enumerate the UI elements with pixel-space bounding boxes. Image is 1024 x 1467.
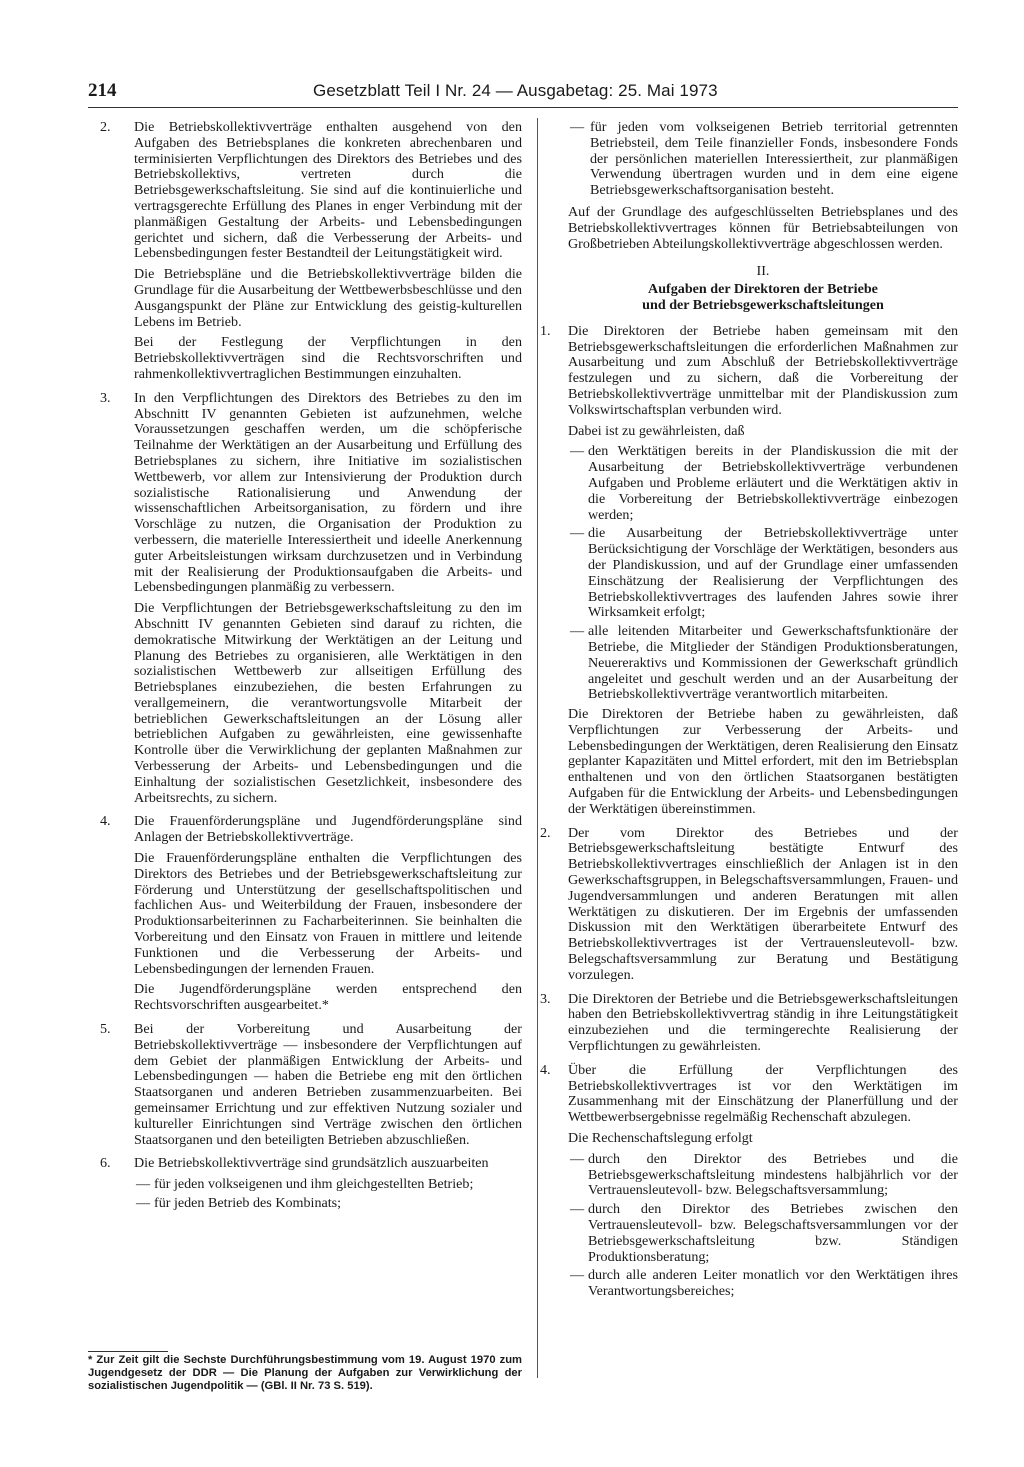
list-item [134, 1196, 522, 1212]
item-number: 5. [100, 1021, 111, 1038]
paragraph: Die Frauenförderungspläne enthalten die Verpflichtungen des Direktors des Betriebes und der Betriebsgewerkschaftsleitung zur Förderung und Unterstützung der gesellschaftspolitischen und fachlichen Aus- und Weiterbildung der Frauen, insbesondere der Produktionsarbeiterinnen zu Facharbeiterinnen. Sie beinhalten die Vorbereitung und den Einsatz von Frauen in mittlere und leitende Funktionen und die Verbesserung der Arbeits- und Lebensbedingungen der lernenden Frauen. [134, 850, 522, 977]
dash-list [134, 1177, 522, 1212]
item-number: 4. [100, 813, 111, 830]
list-item [134, 1177, 522, 1193]
paragraph: Die Betriebspläne und die Betriebskollektivverträge bilden die Grundlage für die Ausarbeitung der Wettbewerbsbeschlüsse und den Ausgangspunkt der Pläne zur Entwicklung des geistig-kulturellen Lebens im Betrieb. [134, 266, 522, 330]
list-item [568, 444, 958, 523]
paragraph: Die Direktoren der Betriebe haben zu gewährleisten, daß Verpflichtungen zur Verbesserung der Arbeits- und Lebensbedingungen der Werktätigen, deren Realisierung den Einsatz geplanter Kapazitäten und Mittel erfordert, mit den im Betriebsplan enthaltenen und von den örtlichen Staatsorganen bestätigten Aufgaben für die Entwicklung der Arbeits- und Lebensbedingungen der Werktätigen übereinstimmen. [568, 706, 958, 817]
paragraph-item [540, 324, 958, 818]
dash-bullet: — [570, 623, 585, 640]
list-item-text: den Werktätigen bereits in der Plandiskussion die mit der Ausarbeitung der Betriebskollektivverträge verbundenen Aufgaben und Probleme erläutert und die Werktätigen aktiv in die Vorbereitung der Betriebskollektivverträge einbezogen werden; [588, 443, 958, 523]
page-number: 214 [88, 80, 117, 101]
dash-bullet: — [136, 1176, 151, 1193]
paragraph-item [540, 826, 958, 984]
list-item [568, 526, 958, 621]
paragraph: Die Direktoren der Betriebe haben gemeinsam mit den Betriebsgewerkschaftsleitungen die erforderlichen Maßnahmen zur Ausarbeitung und zum Abschluß der Betriebskollektivverträge festzulegen und zu sichern, daß die Vorbereitung der Betriebskollektivverträge unmittelbar mit der Plandiskussion zum Volkswirtschaftsplan verbunden wird. [568, 322, 958, 418]
running-title: Gesetzblatt Teil I Nr. 24 — Ausgabetag: 25. Mai 1973 [313, 81, 718, 100]
left-column [88, 120, 522, 1220]
paragraph-item [88, 391, 522, 807]
list-item [568, 1268, 958, 1300]
item-number: 2. [540, 824, 551, 841]
list-item [568, 624, 958, 703]
dash-bullet: — [570, 1267, 585, 1284]
item-number: 6. [100, 1155, 111, 1172]
right-column [540, 120, 958, 1308]
list-item [568, 1152, 958, 1199]
list-item [540, 120, 958, 199]
list-item-text: durch den Direktor des Betriebes und die Betriebsgewerkschaftsleitung mindestens halbjährlich vor der Vertrauensleutevoll- bzw. Belegschaftsversammlung; [588, 1150, 958, 1199]
dash-list [540, 120, 958, 199]
section-title-line: Aufgaben der Direktoren der Betriebe [648, 281, 878, 298]
item-number: 3. [100, 389, 111, 406]
paragraph: Die Betriebskollektivverträge enthalten ausgehend von den Aufgaben des Betriebsplanes die konkreten abrechenbaren und terminisierten Verpflichtungen des Direktors des Betriebes und des Betriebskollektivs, vertreten durch die Betriebsgewerkschaftsleitung. Sie sind auf die kontinuierliche und vertragsgerechte Erfüllung des Planes in enger Verbindung mit der planmäßigen Gestaltung der Arbeits- und Lebensbedingungen gerichtet und sichern, daß die Verbesserung der Arbeits- und Lebensbedingungen fester Bestandteil der Leitungstätigkeit wird. [134, 119, 522, 262]
list-item-text: durch alle anderen Leiter monatlich vor den Werktätigen ihres Verantwortungsbereiches; [588, 1267, 958, 1300]
section-number: II. [756, 263, 770, 280]
dash-list [568, 1152, 958, 1300]
paragraph: Auf der Grundlage des aufgeschlüsselten Betriebsplanes und des Betriebskollektivvertrages können für Betriebsabteilungen von Großbetrieben Abteilungskollektivverträge abgeschlossen werden. [568, 203, 958, 252]
dash-bullet: — [570, 525, 585, 542]
paragraph-item [88, 120, 522, 383]
item-number: 1. [540, 322, 551, 339]
section-title-line: und der Betriebsgewerkschaftsleitungen [642, 296, 884, 313]
paragraph-item [88, 1156, 522, 1211]
paragraph: Über die Erfüllung der Verpflichtungen des Betriebskollektivvertrages ist vor den Werktätigen im Zusammenhang mit der Einschätzung der Planerfüllung und der Wettbewerbsergebnisse regelmäßig Rechenschaft abzulegen. [568, 1061, 958, 1126]
paragraph: Dabei ist zu gewährleisten, daß [568, 422, 745, 439]
section-title [540, 282, 958, 314]
list-item-text: für jeden Betrieb des Kombinats; [154, 1195, 342, 1211]
dash-bullet: — [570, 119, 585, 135]
dash-bullet: — [136, 1195, 151, 1211]
item-number: 2. [100, 119, 111, 135]
paragraph: Die Frauenförderungspläne und Jugendförderungspläne sind Anlagen der Betriebskollektivverträge. [134, 813, 522, 846]
dash-list [568, 444, 958, 703]
list-item-text: für jeden volkseigenen und ihm gleichgestellten Betrieb; [154, 1176, 474, 1193]
list-item-text: für jeden vom volkseigenen Betrieb territorial getrennten Betriebsteil, dem Teile finanzieller Fonds, insbesondere Fonds der persönlichen materiellen Interessiertheit, zur planmäßigen Verwendung übertragen wurden und in dem eine eigene Betriebsgewerkschaftsorganisation besteht. [590, 119, 958, 199]
paragraph: Bei der Festlegung der Verpflichtungen in den Betriebskollektivverträgen sind die Rechtsvorschriften und rahmenkollektivvertraglichen Bestimmungen einzuhalten. [134, 334, 522, 382]
item-number: 3. [540, 990, 551, 1007]
list-item-text: die Ausarbeitung der Betriebskollektivverträge unter Berücksichtigung der Vorschläge der Werktätigen, besonders aus der Plandiskussion, und auf der Grundlage einer umfassenden Einschätzung der Realisierung der Verpflichtungen des Betriebskollektivvertrages des laufenden Jahres sowie ihrer Wirksamkeit erfolgt; [588, 525, 958, 621]
header-rule [88, 107, 958, 108]
dash-bullet: — [570, 443, 585, 460]
list-item-text: alle leitenden Mitarbeiter und Gewerkschaftsfunktionäre der Betriebe, die Mitglieder der Ständigen Produktionsberatungen, Neuereraktivs und Kommissionen der Gewerkschaft gründlich angeleitet und geschult werden und an der Ausarbeitung der Betriebskollektivverträge verantwortlich mitarbeiten. [588, 623, 958, 703]
column-divider [537, 118, 538, 1378]
paragraph: Die Verpflichtungen der Betriebsgewerkschaftsleitung zu den im Abschnitt IV genannten Gebieten sind darauf zu richten, die demokratische Mitwirkung der Werktätigen an der Leitung und Planung des Betriebes zu organisieren, alle Werktätigen in den sozialistischen Wettbewerb zur allseitigen Erfüllung des Betriebsplanes einzubeziehen, die besten Erfahrungen zu verallgemeinern, die verantwortungsvolle Mitarbeit der betrieblichen Gewerkschaftsleitungen an der Lösung aller betrieblichen Aufgaben zu gewährleisten, eine gewissenhafte Kontrolle über die Verwirklichung der geplanten Maßnahmen zur Verbesserung der Arbeits- und Lebensbedingungen und die Einhaltung der sozialistischen Gesetzlichkeit, insbesondere des Arbeitsrechts, zu sichern. [134, 600, 522, 806]
paragraph: In den Verpflichtungen des Direktors des Betriebes zu den im Abschnitt IV genannten Gebieten ist aufzunehmen, welche Voraussetzungen geschaffen werden, um die schöpferische Teilnahme der Werktätigen an der Ausarbeitung und Erfüllung des Betriebsplanes zu sichern, ihre Initiative im sozialistischen Wettbewerb, vor allem zur Intensivierung der Produktion durch sozialistische Rationalisierung und Anwendung der wissenschaftlichen Arbeitsorganisation, zu fördern und ihre Vorschläge zu nutzen, die Organisation der Produktion zu verbessern, die materielle Interessiertheit und ideelle Anerkennung guter Arbeitsleistungen wirksam durchzusetzen und in Verbindung mit der Realisierung der Produktionsaufgaben die Arbeits- und Lebensbedingungen planmäßig zu verbessern. [134, 389, 522, 596]
list-item [568, 1202, 958, 1265]
footnote-rule [88, 1351, 168, 1352]
item-number: 4. [540, 1061, 551, 1078]
paragraph-item [540, 992, 958, 1055]
paragraph-item [88, 1022, 522, 1148]
paragraph: Die Betriebskollektivverträge sind grundsätzlich auszuarbeiten [134, 1155, 489, 1172]
list-item-text: durch den Direktor des Betriebes zwischen den Vertrauensleutevoll- bzw. Belegschaftsversammlungen vor der Betriebsgewerkschaftsleitung bzw. Ständigen Produktionsberatung; [588, 1201, 958, 1265]
paragraph: Der vom Direktor des Betriebes und der Betriebsgewerkschaftsleitung bestätigte Entwurf des Betriebskollektivvertrages einschließlich der Anlagen ist in den Gewerkschaftsgruppen, in Belegschaftsversammlungen, Frauen- und Jugendversammlungen und anderen Beratungen mit allen Werktätigen zu diskutieren. Der im Ergebnis der umfassenden Diskussion mit den Werktätigen überarbeitete Entwurf des Betriebskollektivvertrages ist der Vertrauensleutevoll- bzw. Belegschaftsversammlung zur Beratung und Bestätigung vorzulegen. [568, 824, 958, 983]
paragraph: Bei der Vorbereitung und Ausarbeitung der Betriebskollektivverträge — insbesondere der Verpflichtungen auf dem Gebiet der planmäßigen Entwicklung der Arbeits- und Lebensbedingungen — haben die Betriebe eng mit den örtlichen Staatsorganen und anderen Betrieben zusammenzuarbeiten. Bei gemeinsamer Errichtung und zur effektiven Nutzung sozialer und kultureller Einrichtungen sind Verträge zwischen den örtlichen Staatsorganen und den beteiligten Betrieben abzuschließen. [134, 1021, 522, 1148]
dash-bullet: — [570, 1201, 585, 1218]
footnote: * Zur Zeit gilt die Sechste Durchführungsbestimmung vom 19. August 1970 zum Jugendgesetz der DDR — Die Planung der Aufgaben zur Verwirklichung der sozialistischen Jugendpolitik — (GBl. II Nr. 73 S. 519). [88, 1354, 522, 1392]
paragraph: Die Jugendförderungspläne werden entsprechend den Rechtsvorschriften ausgearbeitet.* [134, 981, 522, 1014]
paragraph-item [540, 1063, 958, 1300]
page-header [88, 80, 958, 106]
paragraph: Die Rechenschaftslegung erfolgt [568, 1130, 753, 1147]
paragraph-item [88, 814, 522, 1014]
dash-bullet: — [570, 1150, 585, 1167]
paragraph: Die Direktoren der Betriebe und die Betriebsgewerkschaftsleitungen haben den Betriebskollektivvertrag ständig in ihre Leitungstätigkeit einzubeziehen und die termingerechte Realisierung der Verpflichtungen zu gewährleisten. [568, 990, 958, 1055]
